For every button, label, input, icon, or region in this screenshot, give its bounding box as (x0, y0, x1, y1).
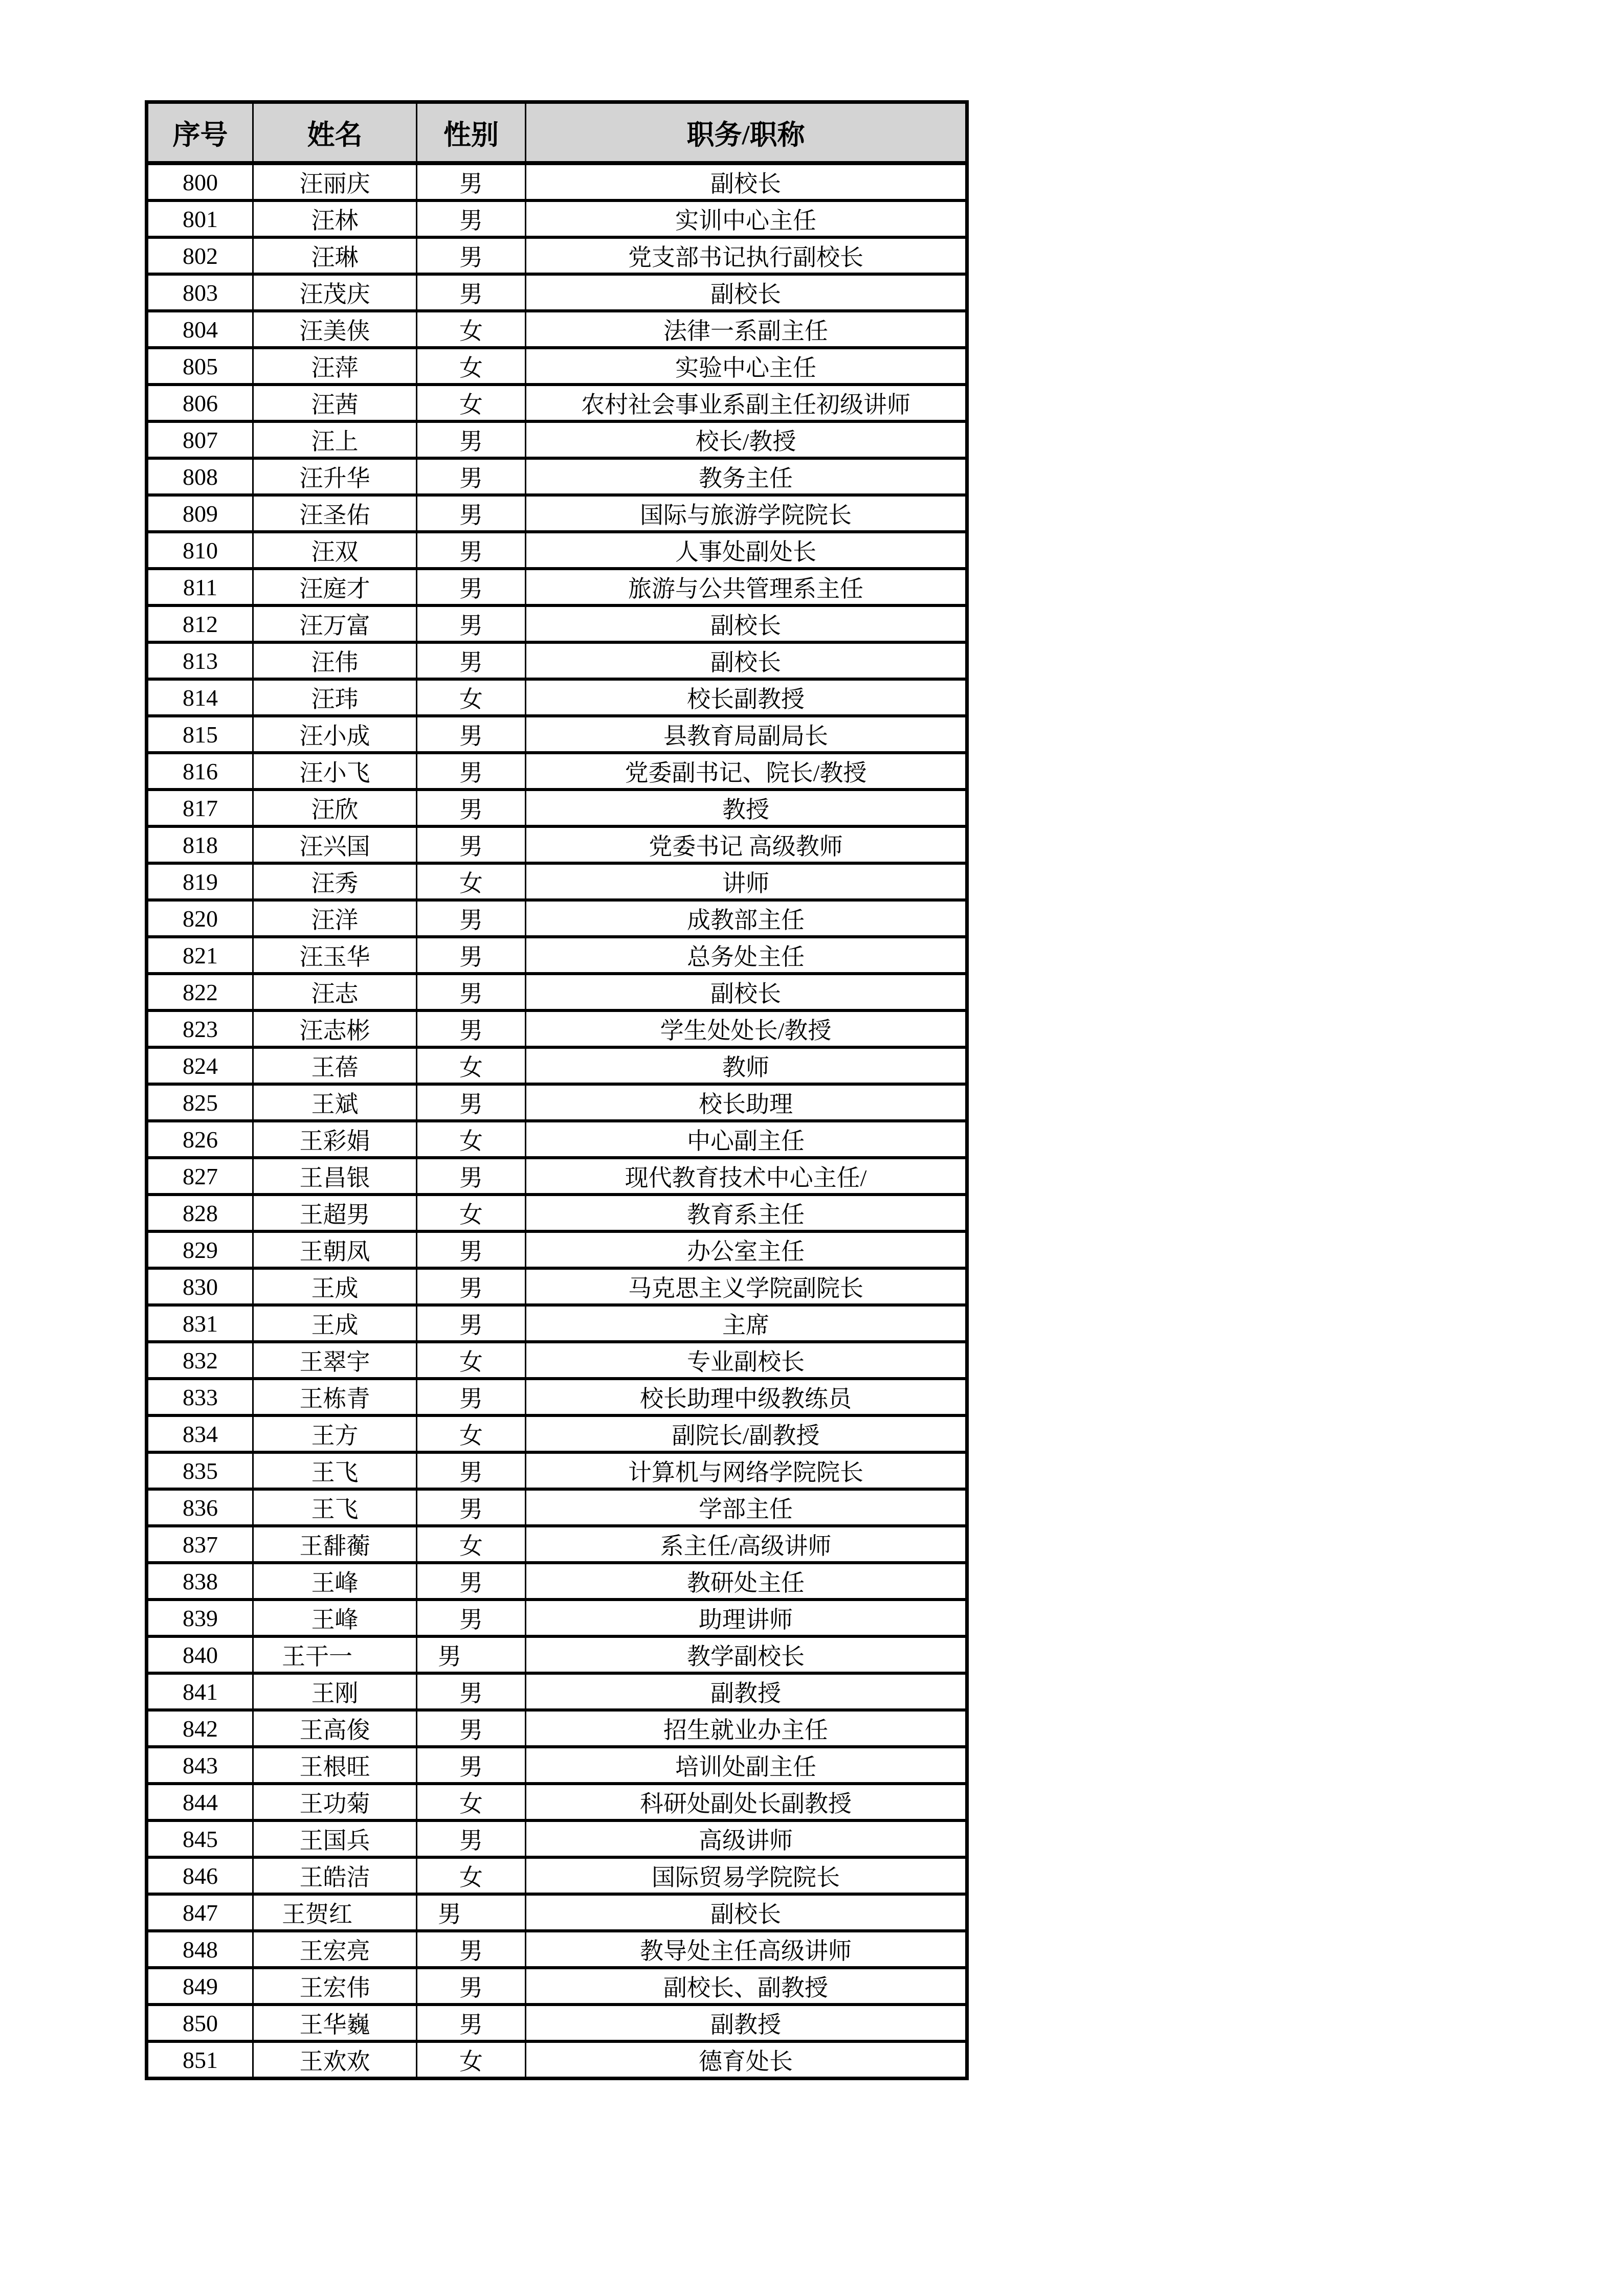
cell-name: 汪庭才 (253, 569, 417, 605)
table-row (147, 753, 967, 790)
document-sheet (145, 100, 969, 2080)
table-header (147, 102, 967, 164)
cell-name: 汪丽庆 (253, 163, 417, 200)
cell-title: 教研处主任 (526, 1563, 967, 1600)
cell-title: 教学副校长 (526, 1636, 967, 1673)
cell-title: 副校长 (526, 163, 967, 200)
table-row (147, 1047, 967, 1084)
table-row (147, 1305, 967, 1342)
cell-title: 教育系主任 (526, 1195, 967, 1231)
table-row (147, 974, 967, 1010)
cell-id: 851 (147, 2041, 253, 2079)
cell-id: 810 (147, 532, 253, 569)
cell-gender: 女 (417, 1857, 526, 1894)
table-row (147, 1231, 967, 1268)
cell-name: 王成 (253, 1268, 417, 1305)
cell-name: 王方 (253, 1415, 417, 1452)
cell-title: 助理讲师 (526, 1600, 967, 1636)
cell-name: 王飞 (253, 1452, 417, 1489)
cell-id: 848 (147, 1931, 253, 1968)
cell-id: 809 (147, 495, 253, 532)
cell-title: 副校长 (526, 974, 967, 1010)
cell-gender: 男 (417, 605, 526, 642)
cell-name: 王功菊 (253, 1784, 417, 1820)
table-row (147, 900, 967, 937)
header-cell-gender: 性别 (417, 102, 526, 164)
table-row (147, 1195, 967, 1231)
cell-title: 校长副教授 (526, 679, 967, 716)
cell-gender: 女 (417, 1342, 526, 1379)
cell-name: 王昌银 (253, 1158, 417, 1195)
table-row (147, 274, 967, 311)
table-row (147, 1857, 967, 1894)
cell-id: 842 (147, 1710, 253, 1747)
cell-id: 849 (147, 1968, 253, 2005)
cell-id: 808 (147, 458, 253, 495)
cell-gender: 女 (417, 1526, 526, 1563)
cell-title: 科研处副处长副教授 (526, 1784, 967, 1820)
cell-gender: 男 (417, 1673, 526, 1710)
cell-id: 845 (147, 1820, 253, 1857)
cell-gender: 男 (417, 237, 526, 274)
cell-title: 校长助理中级教练员 (526, 1379, 967, 1415)
cell-id: 839 (147, 1600, 253, 1636)
cell-gender: 男 (417, 753, 526, 790)
cell-gender: 男 (417, 716, 526, 753)
cell-title: 总务处主任 (526, 937, 967, 974)
cell-title: 实训中心主任 (526, 200, 967, 237)
cell-name: 汪茂庆 (253, 274, 417, 311)
cell-name: 汪双 (253, 532, 417, 569)
cell-title: 副校长 (526, 642, 967, 679)
cell-name: 王皓洁 (253, 1857, 417, 1894)
cell-title: 教师 (526, 1047, 967, 1084)
cell-name: 汪小成 (253, 716, 417, 753)
cell-name: 王馡蘅 (253, 1526, 417, 1563)
cell-name: 王欢欢 (253, 2041, 417, 2079)
cell-name: 汪兴国 (253, 826, 417, 863)
cell-id: 823 (147, 1010, 253, 1047)
table-row (147, 1600, 967, 1636)
cell-title: 副校长 (526, 274, 967, 311)
cell-title: 培训处副主任 (526, 1747, 967, 1784)
cell-name: 王蓓 (253, 1047, 417, 1084)
cell-name: 王宏亮 (253, 1931, 417, 1968)
cell-title: 党委书记 高级教师 (526, 826, 967, 863)
cell-name: 王峰 (253, 1600, 417, 1636)
cell-name: 王宏伟 (253, 1968, 417, 2005)
cell-title: 副教授 (526, 2005, 967, 2041)
cell-gender: 女 (417, 385, 526, 421)
cell-gender: 男 (417, 1158, 526, 1195)
header-cell-id: 序号 (147, 102, 253, 164)
table-row (147, 1636, 967, 1673)
table-row (147, 1010, 967, 1047)
cell-gender: 男 (417, 1894, 526, 1931)
cell-title: 教导处主任高级讲师 (526, 1931, 967, 1968)
cell-gender: 男 (417, 1379, 526, 1415)
table-row (147, 1894, 967, 1931)
cell-name: 汪万富 (253, 605, 417, 642)
cell-gender: 女 (417, 679, 526, 716)
cell-title: 中心副主任 (526, 1121, 967, 1158)
table-row (147, 1379, 967, 1415)
table-row (147, 2005, 967, 2041)
cell-id: 801 (147, 200, 253, 237)
cell-id: 804 (147, 311, 253, 348)
cell-id: 820 (147, 900, 253, 937)
cell-id: 828 (147, 1195, 253, 1231)
cell-name: 王彩娟 (253, 1121, 417, 1158)
cell-title: 副校长、副教授 (526, 1968, 967, 2005)
cell-title: 国际贸易学院院长 (526, 1857, 967, 1894)
table-row (147, 1084, 967, 1121)
cell-title: 校长/教授 (526, 421, 967, 458)
cell-title: 计算机与网络学院院长 (526, 1452, 967, 1489)
table-row (147, 826, 967, 863)
cell-gender: 女 (417, 1121, 526, 1158)
cell-name: 王超男 (253, 1195, 417, 1231)
cell-name: 王斌 (253, 1084, 417, 1121)
table-row (147, 311, 967, 348)
table-row (147, 679, 967, 716)
cell-gender: 男 (417, 1710, 526, 1747)
cell-id: 827 (147, 1158, 253, 1195)
cell-title: 德育处长 (526, 2041, 967, 2079)
cell-name: 王国兵 (253, 1820, 417, 1857)
cell-title: 党支部书记执行副校长 (526, 237, 967, 274)
cell-gender: 男 (417, 274, 526, 311)
table-row (147, 1710, 967, 1747)
cell-id: 822 (147, 974, 253, 1010)
cell-id: 817 (147, 790, 253, 826)
cell-name: 王贺红 (253, 1894, 417, 1931)
header-cell-name: 姓名 (253, 102, 417, 164)
header-cell-title: 职务/职称 (526, 102, 967, 164)
cell-id: 829 (147, 1231, 253, 1268)
cell-title: 县教育局副局长 (526, 716, 967, 753)
cell-gender: 女 (417, 348, 526, 385)
cell-title: 现代教育技术中心主任/ (526, 1158, 967, 1195)
table-row (147, 1415, 967, 1452)
cell-name: 汪志 (253, 974, 417, 1010)
cell-title: 马克思主义学院副院长 (526, 1268, 967, 1305)
cell-id: 813 (147, 642, 253, 679)
cell-gender: 男 (417, 1231, 526, 1268)
cell-name: 王成 (253, 1305, 417, 1342)
cell-gender: 男 (417, 826, 526, 863)
cell-gender: 男 (417, 1747, 526, 1784)
cell-id: 832 (147, 1342, 253, 1379)
table-row (147, 1489, 967, 1526)
cell-id: 815 (147, 716, 253, 753)
cell-name: 王华巍 (253, 2005, 417, 2041)
cell-name: 汪洋 (253, 900, 417, 937)
cell-id: 844 (147, 1784, 253, 1820)
table-row (147, 642, 967, 679)
cell-id: 840 (147, 1636, 253, 1673)
cell-id: 850 (147, 2005, 253, 2041)
cell-title: 办公室主任 (526, 1231, 967, 1268)
cell-gender: 男 (417, 1931, 526, 1968)
cell-gender: 男 (417, 1010, 526, 1047)
cell-name: 汪小飞 (253, 753, 417, 790)
cell-name: 汪伟 (253, 642, 417, 679)
cell-title: 教务主任 (526, 458, 967, 495)
table-row (147, 937, 967, 974)
cell-title: 法律一系副主任 (526, 311, 967, 348)
cell-gender: 男 (417, 974, 526, 1010)
cell-gender: 女 (417, 2041, 526, 2079)
cell-title: 副校长 (526, 1894, 967, 1931)
cell-title: 旅游与公共管理系主任 (526, 569, 967, 605)
cell-title: 系主任/高级讲师 (526, 1526, 967, 1563)
cell-gender: 女 (417, 1415, 526, 1452)
cell-id: 806 (147, 385, 253, 421)
table-row (147, 1747, 967, 1784)
cell-title: 主席 (526, 1305, 967, 1342)
cell-name: 汪玉华 (253, 937, 417, 974)
cell-name: 汪琳 (253, 237, 417, 274)
cell-gender: 男 (417, 200, 526, 237)
cell-id: 846 (147, 1857, 253, 1894)
cell-name: 王朝凤 (253, 1231, 417, 1268)
cell-id: 841 (147, 1673, 253, 1710)
cell-name: 汪圣佑 (253, 495, 417, 532)
cell-id: 811 (147, 569, 253, 605)
cell-title: 高级讲师 (526, 1820, 967, 1857)
cell-title: 招生就业办主任 (526, 1710, 967, 1747)
cell-id: 837 (147, 1526, 253, 1563)
cell-name: 汪升华 (253, 458, 417, 495)
table-row (147, 237, 967, 274)
cell-gender: 男 (417, 1636, 526, 1673)
table-row (147, 1784, 967, 1820)
cell-title: 专业副校长 (526, 1342, 967, 1379)
cell-title: 实验中心主任 (526, 348, 967, 385)
table-row (147, 1563, 967, 1600)
cell-gender: 男 (417, 790, 526, 826)
cell-name: 汪美侠 (253, 311, 417, 348)
cell-name: 王高俊 (253, 1710, 417, 1747)
cell-gender: 男 (417, 2005, 526, 2041)
cell-id: 800 (147, 163, 253, 200)
cell-gender: 女 (417, 311, 526, 348)
cell-gender: 女 (417, 1047, 526, 1084)
cell-gender: 女 (417, 1195, 526, 1231)
table-row (147, 716, 967, 753)
cell-id: 843 (147, 1747, 253, 1784)
table-row (147, 458, 967, 495)
cell-gender: 男 (417, 1968, 526, 2005)
table-row (147, 1526, 967, 1563)
cell-id: 812 (147, 605, 253, 642)
cell-gender: 男 (417, 1268, 526, 1305)
cell-id: 825 (147, 1084, 253, 1121)
cell-name: 王刚 (253, 1673, 417, 1710)
table-row (147, 532, 967, 569)
table-row (147, 385, 967, 421)
cell-gender: 男 (417, 900, 526, 937)
cell-title: 教授 (526, 790, 967, 826)
table-row (147, 605, 967, 642)
cell-id: 838 (147, 1563, 253, 1600)
cell-gender: 男 (417, 1600, 526, 1636)
cell-id: 824 (147, 1047, 253, 1084)
cell-id: 807 (147, 421, 253, 458)
cell-gender: 男 (417, 458, 526, 495)
cell-id: 847 (147, 1894, 253, 1931)
cell-id: 816 (147, 753, 253, 790)
cell-name: 汪欣 (253, 790, 417, 826)
cell-title: 副校长 (526, 605, 967, 642)
table-row (147, 1673, 967, 1710)
cell-name: 王飞 (253, 1489, 417, 1526)
cell-gender: 男 (417, 1563, 526, 1600)
table-row (147, 2041, 967, 2079)
cell-name: 汪秀 (253, 863, 417, 900)
cell-name: 汪茜 (253, 385, 417, 421)
cell-id: 814 (147, 679, 253, 716)
cell-gender: 男 (417, 569, 526, 605)
table-row (147, 1968, 967, 2005)
table-row (147, 790, 967, 826)
cell-name: 王栋青 (253, 1379, 417, 1415)
table-row (147, 1931, 967, 1968)
cell-name: 王峰 (253, 1563, 417, 1600)
cell-name: 汪玮 (253, 679, 417, 716)
cell-gender: 男 (417, 642, 526, 679)
cell-gender: 男 (417, 1489, 526, 1526)
cell-name: 王根旺 (253, 1747, 417, 1784)
cell-id: 805 (147, 348, 253, 385)
cell-id: 831 (147, 1305, 253, 1342)
cell-title: 讲师 (526, 863, 967, 900)
cell-id: 803 (147, 274, 253, 311)
table-row (147, 1452, 967, 1489)
cell-name: 汪林 (253, 200, 417, 237)
table-row (147, 569, 967, 605)
cell-gender: 女 (417, 863, 526, 900)
cell-title: 学生处处长/教授 (526, 1010, 967, 1047)
cell-id: 821 (147, 937, 253, 974)
table-row (147, 863, 967, 900)
header-row (147, 102, 967, 164)
cell-id: 836 (147, 1489, 253, 1526)
cell-id: 818 (147, 826, 253, 863)
cell-title: 副院长/副教授 (526, 1415, 967, 1452)
cell-gender: 男 (417, 421, 526, 458)
table-row (147, 421, 967, 458)
cell-gender: 男 (417, 937, 526, 974)
cell-name: 王干一 (253, 1636, 417, 1673)
cell-gender: 男 (417, 1820, 526, 1857)
cell-title: 人事处副处长 (526, 532, 967, 569)
table-row (147, 348, 967, 385)
table-row (147, 1158, 967, 1195)
cell-id: 834 (147, 1415, 253, 1452)
cell-title: 副教授 (526, 1673, 967, 1710)
cell-title: 成教部主任 (526, 900, 967, 937)
cell-gender: 男 (417, 495, 526, 532)
cell-id: 833 (147, 1379, 253, 1415)
cell-id: 826 (147, 1121, 253, 1158)
table-row (147, 163, 967, 200)
table-row (147, 1820, 967, 1857)
cell-gender: 男 (417, 1452, 526, 1489)
cell-name: 王翠宇 (253, 1342, 417, 1379)
cell-id: 835 (147, 1452, 253, 1489)
staff-table (145, 100, 969, 2080)
table-row (147, 1268, 967, 1305)
cell-title: 党委副书记、院长/教授 (526, 753, 967, 790)
table-row (147, 1342, 967, 1379)
table-row (147, 495, 967, 532)
cell-gender: 女 (417, 1784, 526, 1820)
table-row (147, 200, 967, 237)
cell-id: 830 (147, 1268, 253, 1305)
cell-gender: 男 (417, 1305, 526, 1342)
cell-title: 农村社会事业系副主任初级讲师 (526, 385, 967, 421)
cell-title: 学部主任 (526, 1489, 967, 1526)
table-row (147, 1121, 967, 1158)
cell-title: 国际与旅游学院院长 (526, 495, 967, 532)
cell-name: 汪上 (253, 421, 417, 458)
cell-name: 汪志彬 (253, 1010, 417, 1047)
table-body (147, 163, 967, 2079)
cell-name: 汪萍 (253, 348, 417, 385)
cell-gender: 男 (417, 532, 526, 569)
cell-title: 校长助理 (526, 1084, 967, 1121)
cell-gender: 男 (417, 1084, 526, 1121)
cell-id: 819 (147, 863, 253, 900)
cell-gender: 男 (417, 163, 526, 200)
cell-id: 802 (147, 237, 253, 274)
